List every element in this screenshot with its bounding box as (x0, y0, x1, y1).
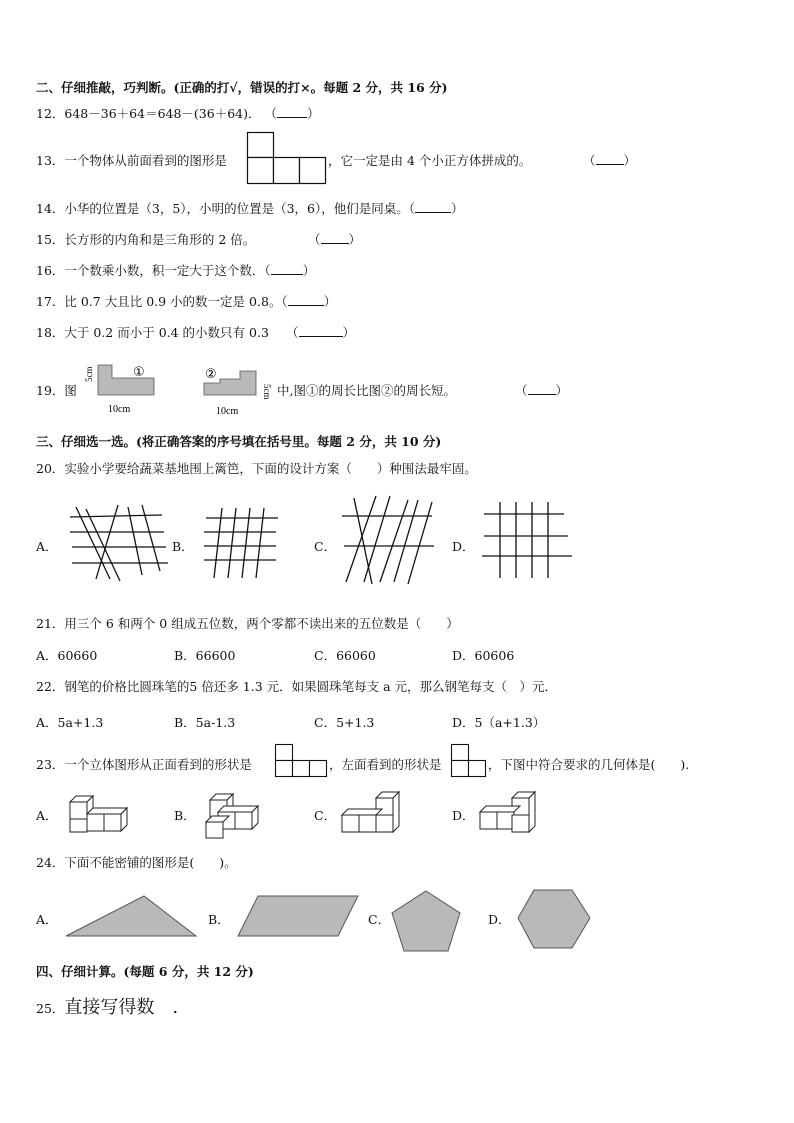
solid-option-a (66, 790, 132, 836)
option-b[interactable]: B． (174, 808, 196, 823)
question-21 (36, 614, 459, 632)
triangle-shape (64, 894, 200, 940)
question-number: 13． (36, 153, 65, 168)
question-text: 比 0.7 大且比 0.9 小的数一定是 0.8。 (64, 294, 282, 309)
parallelogram-shape (236, 894, 362, 940)
section-3-title: 三、仔细选一选。(将正确答案的序号填在括号里。每题 2 分，共 10 分) (36, 434, 442, 449)
answer-paren[interactable]: （ ） (286, 325, 356, 340)
option-a[interactable]: A．5a+1.3 (36, 715, 104, 730)
option-c[interactable]: C．66060 (314, 648, 376, 663)
question-24 (36, 853, 237, 871)
question-number: 17． (36, 294, 65, 309)
question-13 (36, 151, 227, 169)
option-b[interactable]: B． (208, 912, 230, 927)
question-14 (36, 199, 464, 217)
figure-1-label: ① (133, 365, 145, 380)
answer-paren[interactable]: （ ） (264, 263, 316, 278)
figure-2-label: ② (205, 367, 217, 382)
section-2-title: 二、仔细推敲，巧判断。(正确的打√，错误的打×。每题 2 分，共 16 分) (36, 80, 448, 95)
option-b[interactable]: B． (172, 539, 194, 554)
section-4-title: 四、仔细计算。(每题 6 分，共 12 分) (36, 964, 254, 979)
question-20 (36, 459, 477, 477)
front-view-figure (247, 132, 327, 184)
dim-label-10cm: 10cm (216, 406, 239, 417)
question-number: 19． (36, 383, 65, 398)
question-text: 下面不能密铺的图形是( )。 (64, 855, 237, 870)
question-12 (36, 104, 320, 122)
solid-option-c (340, 790, 406, 840)
option-d[interactable]: D．60606 (452, 648, 515, 663)
question-text: ，它一定是由 4 个小正方体拼成的。 (328, 153, 532, 168)
question-number: 22． (36, 679, 65, 694)
question-17 (36, 292, 336, 310)
question-text: 648－36＋64＝648－(36＋64)． (64, 106, 261, 121)
question-number: 15． (36, 232, 65, 247)
answer-paren[interactable]: （ ） (408, 201, 464, 216)
option-d[interactable]: D． (452, 808, 475, 823)
question-number: 24． (36, 855, 65, 870)
answer-paren[interactable]: （ ） (583, 153, 637, 168)
option-a[interactable]: A． (36, 912, 58, 927)
option-a[interactable]: A．60660 (36, 648, 98, 663)
question-text: 大于 0.2 而小于 0.4 的小数只有 0.3 (64, 325, 269, 340)
question-number: 23． (36, 757, 65, 772)
option-d[interactable]: D． (488, 912, 511, 927)
hexagon-shape (516, 888, 592, 950)
option-c[interactable]: C． (314, 539, 337, 554)
question-text: 一个数乘小数，积一定大于这个数． (64, 263, 265, 278)
question-number: 12． (36, 106, 65, 121)
answer-paren[interactable]: （ ） (281, 294, 337, 309)
answer-paren[interactable]: （ ） (308, 232, 362, 247)
question-text: ，下图中符合要求的几何体是( ). (488, 757, 690, 772)
left-view-figure (451, 744, 489, 778)
dim-label-5cm: 5cm (262, 384, 272, 400)
question-text: 一个立体图形从正面看到的形状是 (64, 757, 252, 772)
perimeter-figure-1 (84, 362, 174, 418)
question-number: 25． (36, 1001, 65, 1016)
question-number: 21． (36, 616, 65, 631)
option-b[interactable]: B．66600 (174, 648, 236, 663)
question-text: ，左面看到的形状是 (329, 757, 442, 772)
fence-option-d (480, 502, 576, 582)
question-text: 一个物体从前面看到的图形是 (64, 153, 227, 168)
question-text: 实验小学要给蔬菜基地围上篱笆，下面的设计方案（ ）种围法最牢固。 (64, 461, 477, 476)
question-19-rest (277, 381, 456, 399)
perimeter-figure-2 (200, 362, 280, 418)
question-22 (36, 677, 557, 695)
question-number: 16． (36, 263, 65, 278)
solid-option-d (478, 790, 544, 840)
option-c[interactable]: C． (368, 912, 391, 927)
option-d[interactable]: D．5（a+1.3） (452, 715, 546, 730)
question-23 (36, 755, 252, 773)
question-23-mid (329, 755, 442, 773)
question-text: 中,图①的周长比图②的周长短。 (277, 383, 456, 398)
question-text: 钢笔的价格比圆珠笔的5 倍还多 1.3 元．如果圆珠笔每支 a 元，那么钢笔每支（ ）元． (64, 679, 558, 694)
question-text: 直接写得数 . (64, 997, 179, 1018)
option-d[interactable]: D． (452, 539, 475, 554)
option-c[interactable]: C． (314, 808, 337, 823)
front-view-figure (275, 744, 329, 778)
question-text: 长方形的内角和是三角形的 2 倍。 (64, 232, 256, 247)
question-23-rest (488, 755, 689, 773)
option-a[interactable]: A． (36, 539, 58, 554)
question-number: 20． (36, 461, 65, 476)
question-15 (36, 230, 255, 248)
question-text: 图 (64, 383, 77, 398)
question-16 (36, 261, 315, 279)
pentagon-shape (390, 889, 462, 953)
question-text: 用三个 6 和两个 0 组成五位数，两个零都不读出来的五位数是（ ） (64, 616, 459, 631)
question-25 (36, 993, 178, 1019)
fence-option-a (70, 505, 170, 583)
option-a[interactable]: A． (36, 808, 58, 823)
option-c[interactable]: C．5+1.3 (314, 715, 375, 730)
question-13-rest (328, 151, 531, 169)
question-18 (36, 323, 269, 341)
dim-label-10cm: 10cm (108, 404, 131, 415)
fence-option-c (340, 496, 440, 586)
question-text: 小华的位置是（3，5），小明的位置是（3，6），他们是同桌。 (64, 201, 409, 216)
question-19 (36, 381, 77, 399)
answer-paren[interactable]: （ ） (515, 383, 569, 398)
fence-option-b (204, 508, 284, 580)
dim-label-5cm: 5cm (84, 366, 94, 382)
question-number: 14． (36, 201, 65, 216)
solid-option-b (204, 792, 270, 842)
answer-paren[interactable]: （ ） (264, 106, 320, 121)
option-b[interactable]: B．5a-1.3 (174, 715, 236, 730)
question-number: 18． (36, 325, 65, 340)
